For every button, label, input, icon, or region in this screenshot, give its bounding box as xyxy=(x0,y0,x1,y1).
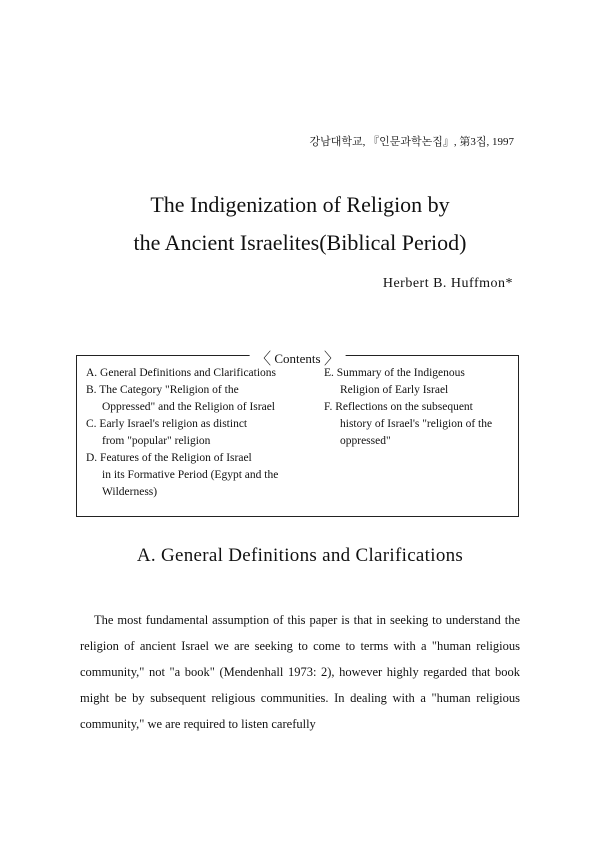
contents-item-a xyxy=(86,365,304,382)
contents-item-e xyxy=(324,365,507,399)
contents-left-column xyxy=(86,365,304,501)
author-name: Herbert B. Huffmon* xyxy=(382,276,513,291)
contents-item-text: D. Features of the Religion of Israel xyxy=(86,452,252,464)
contents-item-f xyxy=(324,399,507,450)
contents-label: Contents xyxy=(274,351,321,366)
contents-item-text: B. The Category "Religion of the xyxy=(86,384,239,396)
title-line-1: The Indigenization of Religion by xyxy=(150,192,450,217)
contents-item-continuation: history of Israel's "religion of the oppressed" xyxy=(340,418,493,447)
contents-item-continuation: in its Formative Period (Egypt and the Wilderness) xyxy=(102,469,279,498)
contents-item-d xyxy=(86,450,304,501)
paper-title xyxy=(0,186,600,262)
journal-citation: 강남대학교, 『인문과학논집』, 第3집, 1997 xyxy=(309,136,514,148)
section-heading: A. General Definitions and Clarifications xyxy=(136,545,464,566)
body-paragraph: The most fundamental assumption of this paper is that in seeking to understand the religion of ancient Israel we are seeking to come to terms with a "human religious community," not "a book" (Mendenhall 1973: 2), however highly regarded that book might be by subsequent religious communities. In dealing with a "human religious community," we are required to listen carefully xyxy=(80,613,520,731)
right-angle-icon: 〉 xyxy=(323,351,340,368)
contents-item-b xyxy=(86,382,304,416)
left-angle-icon: 〈 xyxy=(255,351,272,368)
body-text xyxy=(80,607,520,737)
contents-item-continuation: from "popular" religion xyxy=(102,435,211,447)
contents-item-text: F. Reflections on the subsequent xyxy=(324,401,473,413)
contents-item-continuation: Religion of Early Israel xyxy=(340,384,449,396)
contents-item-text: C. Early Israel's religion as distinct xyxy=(86,418,248,430)
contents-right-column xyxy=(324,365,507,450)
title-line-2: the Ancient Israelites(Biblical Period) xyxy=(133,230,467,255)
contents-item-text: A. General Definitions and Clarifications xyxy=(86,367,277,379)
contents-item-continuation: Oppressed" and the Religion of Israel xyxy=(102,401,275,413)
contents-item-c xyxy=(86,416,304,450)
contents-box xyxy=(76,351,519,517)
contents-item-text: E. Summary of the Indigenous xyxy=(324,367,465,379)
